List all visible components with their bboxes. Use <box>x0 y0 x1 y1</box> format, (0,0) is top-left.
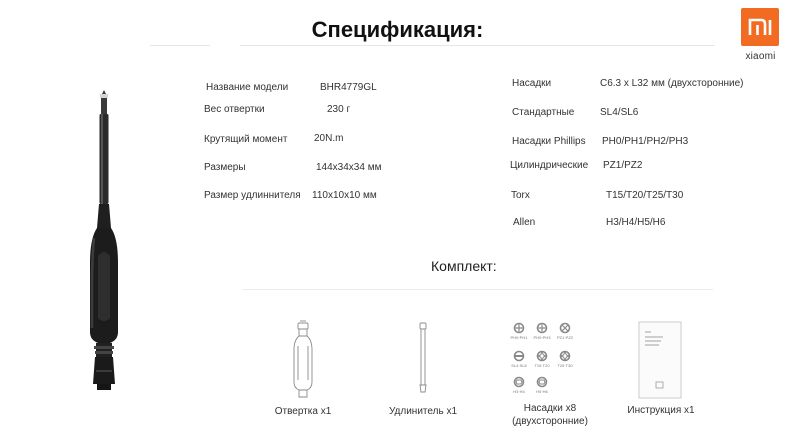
spec-value-bits: C6.3 x L32 мм (двухсторонние) <box>600 78 744 89</box>
spec-value-extension-size: 110x10x10 мм <box>312 190 377 201</box>
kit-divider <box>242 289 713 290</box>
spec-value-phillips: PH0/PH1/PH2/PH3 <box>602 136 689 147</box>
spec-value-allen: H3/H4/H5/H6 <box>606 217 666 228</box>
spec-label-allen: Allen <box>513 217 536 228</box>
bit-label-7: H3·H4 <box>513 389 525 394</box>
kit-title: Комплект: <box>431 258 497 274</box>
title-divider-left <box>150 45 210 46</box>
spec-label-standard: Стандартные <box>512 107 575 118</box>
bit-label-2: PH0·PH3 <box>533 335 551 340</box>
spec-label-model: Название модели <box>206 82 289 93</box>
brand-name: xiaomi <box>745 51 776 62</box>
manual-icon <box>637 320 683 400</box>
bit-label-3: PZ1·PZ2 <box>556 335 574 340</box>
bit-label-8: H5·H6 <box>536 389 548 394</box>
spec-label-torx: Torx <box>511 190 530 201</box>
screwdriver-outline-icon <box>286 320 320 402</box>
kit-caption-bits-line2: (двухсторонние) <box>512 416 588 427</box>
kit-caption-manual: Инструкция x1 <box>627 405 695 416</box>
spec-value-model: BHR4779GL <box>320 82 377 93</box>
spec-label-phillips: Насадки Phillips <box>512 136 586 147</box>
kit-caption-bits <box>500 402 600 428</box>
spec-value-torx: T15/T20/T25/T30 <box>606 190 684 201</box>
spec-label-weight: Вес отвертки <box>204 104 265 115</box>
spec-value-dimensions: 144x34x34 мм <box>316 162 382 173</box>
bit-label-4: SL4·SL6 <box>511 363 527 368</box>
spec-label-pozidriv: Цилиндрические <box>510 160 589 171</box>
kit-caption-bits-line1: Насадки x8 <box>523 403 577 414</box>
xiaomi-logo <box>741 8 779 46</box>
page-title: Спецификация: <box>311 17 484 42</box>
extension-rod-icon <box>416 322 430 394</box>
bits-set-icon <box>506 318 578 402</box>
bit-label-1: PH0·PH1 <box>510 335 528 340</box>
spec-label-extension-size: Размер удлиннителя <box>204 190 301 201</box>
spec-value-torque: 20N.m <box>314 133 344 144</box>
spec-label-dimensions: Размеры <box>204 162 246 173</box>
bit-label-5: T15·T20 <box>534 363 550 368</box>
mi-logo-icon <box>741 8 779 46</box>
spec-value-weight: 230 г <box>327 104 351 115</box>
kit-caption-extension: Удлинитель x1 <box>388 406 458 417</box>
bit-label-6: T25·T30 <box>557 363 573 368</box>
spec-value-pozidriv: PZ1/PZ2 <box>603 160 643 171</box>
spec-label-torque: Крутящий момент <box>204 134 288 145</box>
title-divider-right <box>240 45 715 46</box>
spec-label-bits: Насадки <box>512 78 552 89</box>
spec-value-standard: SL4/SL6 <box>600 107 639 118</box>
kit-caption-screwdriver: Отвертка x1 <box>274 406 332 417</box>
screwdriver-product-image <box>70 88 140 400</box>
